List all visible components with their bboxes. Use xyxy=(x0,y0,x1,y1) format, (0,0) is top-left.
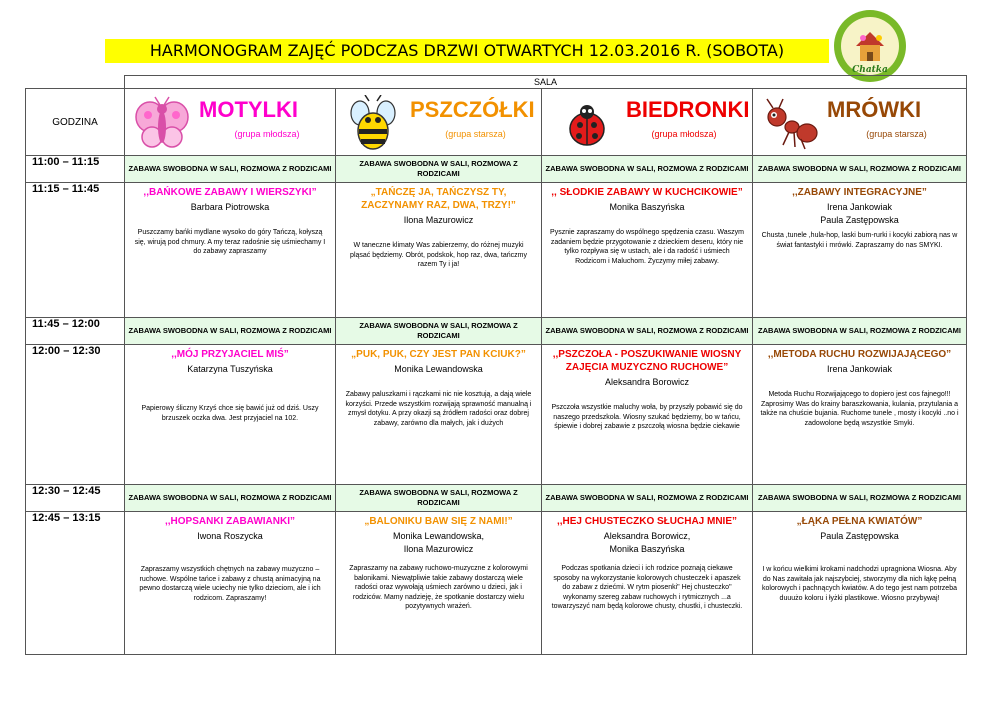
table-row xyxy=(26,318,967,345)
session-description: I w końcu wielkimi krokami nadchodzi upragniona Wiosna. Aby do Nas zawitała jak najszybciej, stworzymy dla nich łąkę pełną kolorowych i pachnących kwiatów. A do tego jest nam potrzeba duuużo koloru i łyżki plastikowe. Wiosno przybywaj! xyxy=(762,566,957,602)
session-description: Zabawy paluszkami i rączkami nic nie kosztują, a dają wiele korzyści. Przede wszystkim rozwijają sprawność manualną i zmysł dotyku. A przy okazji są źródłem radości oraz dobrej zabawy, zarówno dla małych, jak i dużych xyxy=(345,391,532,427)
table-row xyxy=(26,183,967,318)
session-description: Pszczoła wszystkie maluchy woła, by przyszły pobawić się do naszego przedszkola. Wiosny szukać będziemy, bo w tańcu, śpiewie i dobrej zabawie z pszczołą wiosna będzie ciekawie xyxy=(551,404,743,430)
session-person: Irena Jankowiak xyxy=(826,202,893,212)
time-cell: 12:45 – 13:15 xyxy=(26,512,125,655)
session-person: Monika Baszyńska xyxy=(609,202,685,212)
group-header-pszczolki xyxy=(336,89,542,156)
free-play-cell: ZABAWA SWOBODNA W SALI, ROZMOWA Z RODZICAMI xyxy=(125,485,336,512)
session-description: Puszczamy bańki mydlane wysoko do góry Tańczą, kołyszą się, wirują pod chmury. A my teraz radośnie się uśmiechamy I do zabawy zapraszamy xyxy=(134,229,326,255)
session-cell xyxy=(336,183,542,318)
time-cell: 12:00 – 12:30 xyxy=(26,345,125,485)
session-cell xyxy=(125,183,336,318)
free-play-cell: ZABAWA SWOBODNA W SALI, ROZMOWA Z RODZICAMI xyxy=(542,156,753,183)
session-cell xyxy=(125,512,336,655)
session-description: Pysznie zapraszamy do wspólnego spędzenia czasu. Waszym zadaniem będzie przygotowanie z dzieckiem deseru, który nie tylko rozpływa się w ustach, ale i da radość i uśmiech Rodzicom i Maluchom. Życzymy miłej zabawy. xyxy=(550,229,744,265)
session-title: ,,METODA RUCHU ROZWIJAJĄCEGO” xyxy=(767,349,952,360)
session-person: Monika Baszyńska xyxy=(609,544,685,554)
godzina-header: GODZINA xyxy=(26,89,125,156)
group-name-mrowki: MRÓWKI xyxy=(827,97,922,122)
bee-icon xyxy=(344,95,402,151)
session-cell xyxy=(125,345,336,485)
time-cell: 11:15 – 11:45 xyxy=(26,183,125,318)
free-play-cell: ZABAWA SWOBODNA W SALI, ROZMOWA Z RODZICAMI xyxy=(542,485,753,512)
session-person: Katarzyna Tuszyńska xyxy=(187,364,273,374)
group-sub-biedronki: (grupa młodsza) xyxy=(651,129,717,139)
group-sub-motylki: (grupa młodsza) xyxy=(234,129,300,139)
session-person: Monika Lewandowska, xyxy=(392,531,485,541)
session-title: „BALONIKU BAW SIĘ Z NAMI!” xyxy=(364,516,513,527)
session-title: „PUK, PUK, CZY JEST PAN KCIUK?” xyxy=(351,349,526,360)
free-play-cell: ZABAWA SWOBODNA W SALI, ROZMOWA Z RODZICAMI xyxy=(753,156,967,183)
session-title: „ŁĄKA PEŁNA KWIATÓW” xyxy=(796,516,923,527)
session-person: Aleksandra Borowicz xyxy=(604,377,690,387)
session-title: ,, SŁODKIE ZABAWY W KUCHCIKOWIE” xyxy=(551,187,743,198)
document-title: HARMONOGRAM ZAJĘĆ PODCZAS DRZWI OTWARTYCH 12.03.2016 R. (SOBOTA) xyxy=(105,39,829,63)
session-person: Ilona Mazurowicz xyxy=(403,544,474,554)
table-row xyxy=(26,485,967,512)
session-cell xyxy=(753,345,967,485)
session-cell xyxy=(753,183,967,318)
table-row xyxy=(26,156,967,183)
session-cell xyxy=(336,512,542,655)
ant-icon xyxy=(761,95,819,151)
free-play-cell: ZABAWA SWOBODNA W SALI, ROZMOWA Z RODZICAMI xyxy=(336,318,542,345)
free-play-cell: ZABAWA SWOBODNA W SALI, ROZMOWA Z RODZICAMI xyxy=(542,318,753,345)
free-play-cell: ZABAWA SWOBODNA W SALI, ROZMOWA Z RODZICAMI xyxy=(125,156,336,183)
butterfly-icon xyxy=(133,95,191,151)
table-row xyxy=(26,345,967,485)
group-sub-mrowki: (grupa starsza) xyxy=(866,129,927,139)
kindergarten-logo xyxy=(832,8,908,84)
group-header-mrowki xyxy=(753,89,967,156)
group-header-biedronki xyxy=(542,89,753,156)
session-cell xyxy=(336,345,542,485)
time-cell: 12:30 – 12:45 xyxy=(26,485,125,512)
session-description: Podczas spotkania dzieci i ich rodzice poznają ciekawe sposoby na wykorzystanie kolorowych chusteczek i apaszek do zabaw z dziećmi. W rytm piosenki" Hej chusteczko" wykonamy szereg zabaw ruchowych i rytmicznych ...a towarzyszyć nam będą kolorowe chusty, chustki, i chusteczki. xyxy=(551,565,743,610)
group-header-motylki xyxy=(125,89,336,156)
group-name-pszczolki: PSZCZÓŁKI xyxy=(410,97,535,122)
schedule-table xyxy=(25,75,967,655)
group-name-motylki: MOTYLKI xyxy=(199,97,298,122)
session-person: Ilona Mazurowicz xyxy=(403,215,474,225)
session-description: Zapraszamy na zabawy ruchowo-muzyczne z kolorowymi balonikami. Niewątpliwie takie zabawy dostarczą wiele radości oraz wywołają uśmiech zarówno u dzieci, jak i rodziców. Mamy nadzieję, że spotkanie dostarczy wielu pozytywnych wrażeń. xyxy=(349,565,528,610)
table-row xyxy=(26,512,967,655)
session-cell xyxy=(753,512,967,655)
session-cell xyxy=(542,183,753,318)
free-play-cell: ZABAWA SWOBODNA W SALI, ROZMOWA Z RODZICAMI xyxy=(753,485,967,512)
session-cell xyxy=(542,512,753,655)
session-person: Iwona Roszycka xyxy=(197,531,263,541)
session-person: Aleksandra Borowicz, xyxy=(603,531,691,541)
session-description: Papierowy śliczny Krzyś chce się bawić już od dziś. Uszy brzuszek oczka dwa. Jest przyjaciel na 102. xyxy=(141,405,319,422)
session-person: Monika Lewandowska xyxy=(394,364,483,374)
session-person: Paula Zastępowska xyxy=(820,531,899,541)
session-person: Paula Zastępowska xyxy=(820,215,899,225)
session-title: ,,PSZCZOŁA - POSZUKIWANIE WIOSNY ZAJĘCIA MUZYCZNO RUCHOWE” xyxy=(552,349,742,373)
session-title: „TAŃCZĘ JA, TAŃCZYSZ TY, ZACZYNAMY RAZ, DWA, TRZY!” xyxy=(361,187,516,211)
session-person: Barbara Piotrowska xyxy=(190,202,270,212)
time-cell: 11:45 – 12:00 xyxy=(26,318,125,345)
session-title: ,,BAŃKOWE ZABAWY I WIERSZYKI” xyxy=(143,187,317,198)
session-description: Metoda Ruchu Rozwijającego to dopiero jest cos fajnego!!! Zaprosimy Was do krainy baraszkowania, kulania, przytulania a także na chuście bujania. Ruchome tunele , mosty i kocyki ..no i zadowolone będą wszystkie Smyki. xyxy=(760,391,959,427)
svg-text:Chatka: Chatka xyxy=(852,65,888,75)
session-title: ,,HEJ CHUSTECZKO SŁUCHAJ MNIE” xyxy=(556,516,737,527)
session-person: Irena Jankowiak xyxy=(826,364,893,374)
session-title: ,,MÓJ PRZYJACIEL MIŚ” xyxy=(171,349,289,360)
free-play-cell: ZABAWA SWOBODNA W SALI, ROZMOWA Z RODZICAMI xyxy=(336,485,542,512)
session-description: Zapraszamy wszystkich chętnych na zabawy muzyczno – ruchowe. Wspólne tańce i zabawy z chustą animacyjną na pewno dostarczą wiele uciechy nie tylko dzieciom, ale i ich rodzicom. Zapraszamy! xyxy=(139,566,321,602)
time-cell: 11:00 – 11:15 xyxy=(26,156,125,183)
session-title: ,,HOPSANKI ZABAWIANKI” xyxy=(165,516,295,527)
group-name-biedronki: BIEDRONKI xyxy=(626,97,750,122)
session-description: Chusta ,tunele ,hula-hop, laski bum-rurki i kocyki zabiorą nas w świat fantastyki i mrówki. Zapraszamy do nas SMYKI. xyxy=(761,232,958,249)
sala-header: SALA xyxy=(125,76,967,89)
free-play-cell: ZABAWA SWOBODNA W SALI, ROZMOWA Z RODZICAMI xyxy=(753,318,967,345)
ladybug-icon xyxy=(558,95,616,151)
session-title: ,,ZABAWY INTEGRACYJNE” xyxy=(792,187,927,198)
group-sub-pszczolki: (grupa starsza) xyxy=(445,129,506,139)
session-description: W taneczne klimaty Was zabierzemy, do różnej muzyki pląsać będziemy. Obrót, podskok, hop raz, dwa, tańczmy razem Ty i ja! xyxy=(350,242,527,268)
session-cell xyxy=(542,345,753,485)
free-play-cell: ZABAWA SWOBODNA W SALI, ROZMOWA Z RODZICAMI xyxy=(125,318,336,345)
free-play-cell: ZABAWA SWOBODNA W SALI, ROZMOWA Z RODZICAMI xyxy=(336,156,542,183)
